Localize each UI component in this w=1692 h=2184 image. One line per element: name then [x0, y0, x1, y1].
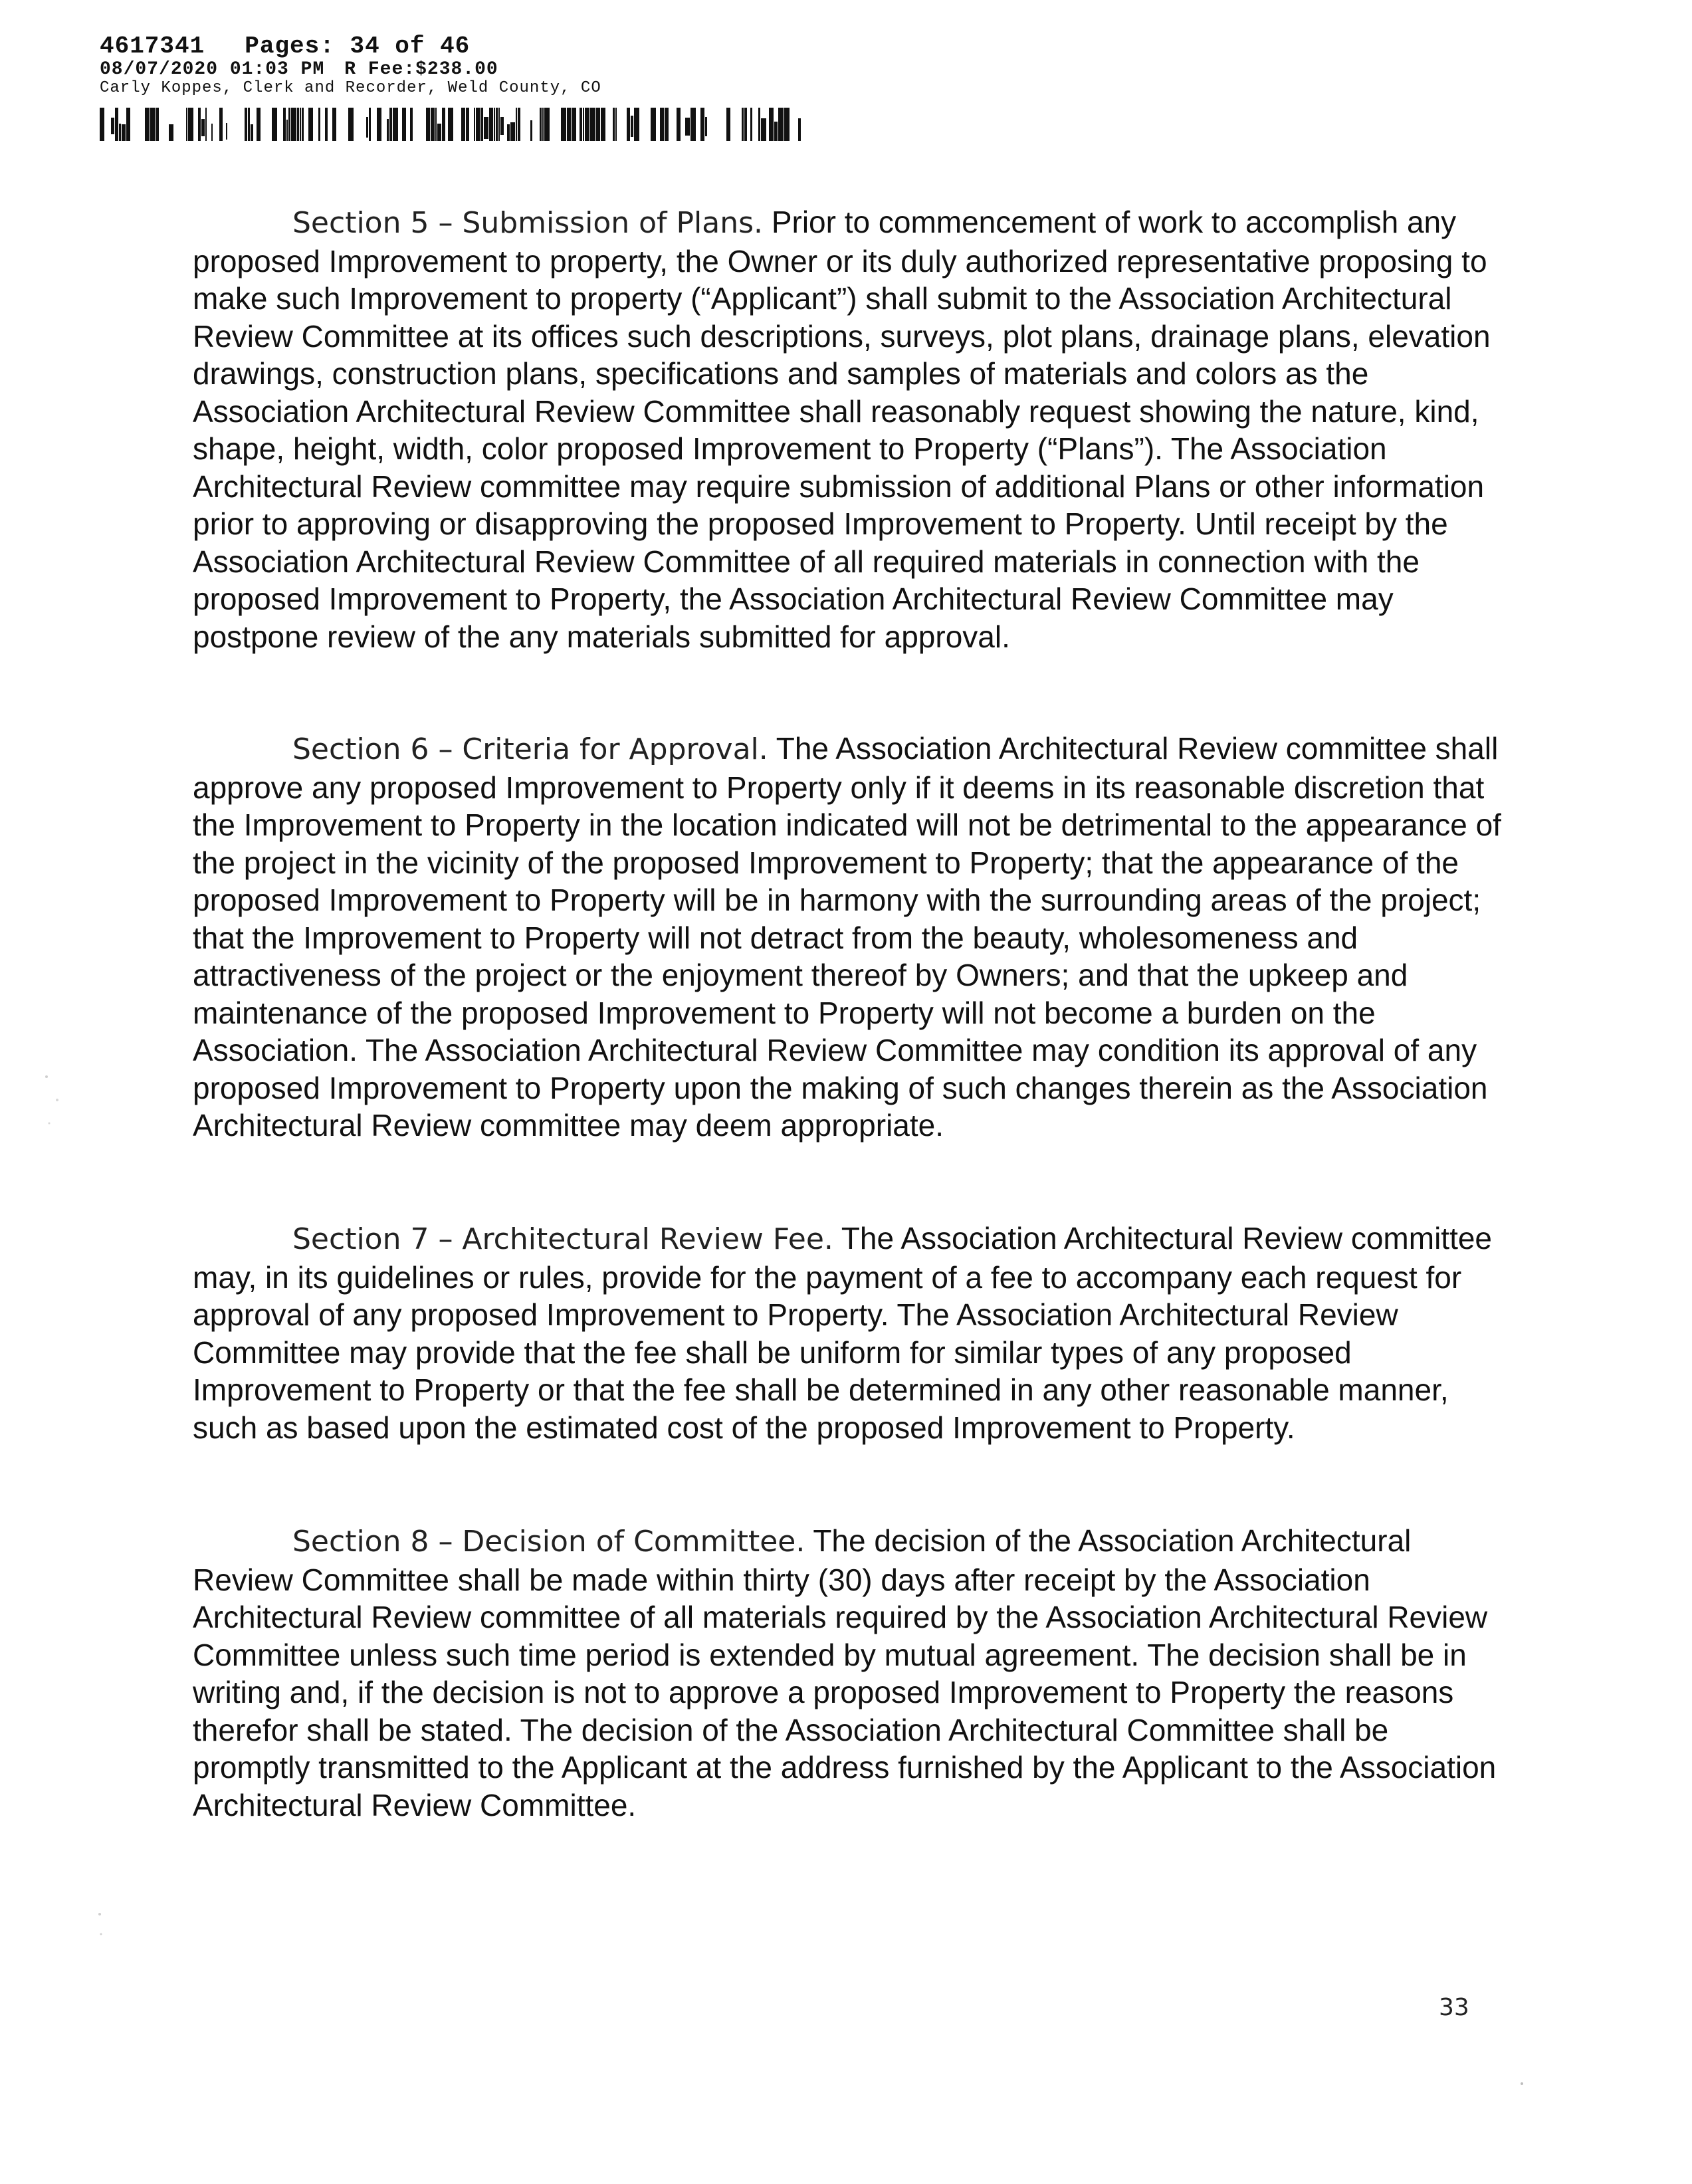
barcode-bar: [744, 108, 747, 141]
barcode-bar: [431, 108, 435, 141]
barcode-bar: [583, 108, 584, 141]
barcode-bar: [257, 108, 261, 141]
barcode-bar: [325, 108, 328, 141]
barcode-bar: [540, 108, 542, 141]
page-number: 33: [1439, 1994, 1469, 2021]
barcode-bar: [634, 108, 639, 141]
barcode-bar: [567, 108, 571, 141]
barcode-bar: [542, 108, 544, 141]
barcode-bar: [426, 108, 430, 141]
section-8-paragraph: [193, 1522, 1509, 1824]
section-6-heading: Section 6 – Criteria for Approval.: [292, 732, 768, 766]
section-5-body: Prior to commencement of work to accomplish any proposed Improvement to property, the Owner or its duly authorized representative proposing to make such Improvement to property (“Applicant”) shall submit to the Association Architectural Review Committee at its offices such descriptions, surveys, plot plans, drainage plans, elevation drawings, construction plans, specifications and samples of materials and colors as the Association Architectural Review Committee shall reasonably request showing the nature, kind, shape, height, width, color proposed Improvement to Property (“Plans”). The Association Architectural Review committee may require submission of additional Plans or other information prior to approving or disapproving the proposed Improvement to Property. Until receipt by the Association Architectural Review Committee of all required materials in connection with the proposed Improvement to Property, the Association Architectural Review Committee may postpone review of the any materials submitted for approval.: [193, 205, 1491, 654]
barcode-bar: [115, 108, 118, 141]
barcode-bar: [561, 108, 566, 141]
barcode-bar: [145, 108, 150, 141]
barcode-bar: [448, 108, 453, 141]
section-7: [193, 1220, 1509, 1446]
barcode-bar: [393, 108, 398, 141]
barcode-bar: [627, 108, 630, 141]
barcode-bar: [507, 124, 510, 141]
barcode-bar: [500, 117, 504, 135]
barcode-bar: [332, 108, 336, 141]
barcode-bar: [677, 108, 681, 141]
barcode-bar: [442, 108, 445, 141]
barcode-bar: [198, 108, 201, 141]
barcode-bar: [119, 124, 121, 141]
barcode-bar: [660, 108, 664, 141]
barcode-bar: [318, 108, 320, 141]
barcode-bar: [300, 108, 301, 141]
barcode-bar: [516, 108, 517, 141]
barcode-bar: [348, 108, 354, 141]
barcode-bar: [798, 118, 801, 141]
barcode-bar: [601, 108, 605, 141]
recording-datetime: 08/07/2020 01:03 PM: [100, 59, 325, 80]
barcode-bar: [726, 108, 730, 141]
barcode-bar: [245, 108, 247, 141]
barcode-bar: [201, 119, 205, 136]
barcode-bar: [705, 117, 707, 136]
barcode-bar: [248, 108, 250, 141]
stamp-line-2: [100, 60, 601, 80]
barcode-bar: [496, 108, 498, 141]
recording-fee: R Fee:$238.00: [344, 59, 498, 80]
barcode-bar: [685, 118, 690, 136]
barcode-bar: [219, 108, 223, 141]
barcode-bar: [784, 108, 790, 141]
barcode-bar: [769, 108, 774, 141]
barcode-bar: [156, 108, 159, 141]
barcode-bar: [700, 108, 704, 141]
barcode-bar: [613, 108, 615, 141]
barcode-bar: [518, 108, 520, 141]
barcode-bar: [758, 108, 760, 141]
barcode-bar: [169, 124, 173, 141]
document-number: 4617341: [100, 33, 205, 60]
barcode-bar: [377, 108, 381, 141]
barcode-bar: [150, 108, 156, 141]
barcode-bar: [484, 117, 488, 139]
barcode-bar: [286, 120, 288, 141]
barcode-bar: [590, 108, 595, 141]
recording-stamp: [100, 33, 601, 97]
section-7-body: The Association Architectural Review committee may, in its guidelines or rules, provide for the payment of a fee to accompany each request for approval of any proposed Improvement to Property. The Association Architectural Review Committee may provide that the fee shall be uniform for similar types of any proposed Improvement to Property or that the fee shall be determined in any other reasonable manner, such as based upon the estimated cost of the proposed Improvement to Property.: [193, 1221, 1493, 1445]
barcode: [100, 108, 801, 141]
barcode-bar: [461, 108, 465, 141]
barcode-bar: [494, 108, 495, 141]
barcode-bar: [302, 108, 304, 141]
barcode-bar: [402, 108, 406, 141]
barcode-bar: [580, 108, 582, 141]
barcode-bar: [369, 108, 371, 141]
barcode-bar: [510, 122, 515, 141]
section-7-paragraph: [193, 1220, 1509, 1446]
barcode-bar: [530, 120, 532, 141]
page-count: Pages: 34 of 46: [245, 33, 471, 60]
barcode-bar: [122, 124, 126, 141]
stamp-line-1: [100, 33, 601, 60]
barcode-bar: [283, 108, 286, 141]
barcode-bar: [596, 108, 600, 141]
section-6-paragraph: [193, 730, 1509, 1145]
barcode-bar: [665, 108, 669, 141]
barcode-bar: [474, 108, 475, 141]
barcode-bar: [188, 108, 193, 141]
barcode-bar: [774, 122, 778, 141]
section-8-body: The decision of the Association Architectural Review Committee shall be made within thirty (30) days after receipt by the Association Architectural Review committee of all materials required by the Association Architectural Review Committee unless such time period is extended by mutual agreement. The decision shall be in writing and, if the decision is not to approve a proposed Improvement to Property the reasons therefor shall be stated. The decision of the Association Architectural Committee shall be promptly transmitted to the Applicant at the address furnished by the Applicant to the Association Architectural Review Committee.: [193, 1523, 1497, 1822]
barcode-bar: [742, 108, 744, 141]
section-8: [193, 1522, 1509, 1824]
barcode-bar: [435, 108, 437, 141]
barcode-bar: [291, 108, 296, 141]
barcode-bar: [111, 118, 114, 134]
section-6: [193, 730, 1509, 1145]
barcode-bar: [211, 124, 213, 141]
section-5-heading: Section 5 – Submission of Plans.: [292, 206, 764, 240]
barcode-bar: [251, 124, 253, 141]
barcode-bar: [437, 124, 441, 141]
barcode-bar: [476, 108, 480, 141]
barcode-bar: [288, 108, 290, 141]
barcode-bar: [480, 108, 483, 141]
barcode-bar: [585, 108, 589, 141]
recorder-name: Carly Koppes, Clerk and Recorder, Weld County, CO: [100, 79, 601, 97]
barcode-bar: [366, 117, 368, 138]
barcode-bar: [631, 116, 633, 137]
barcode-bar: [750, 108, 752, 141]
barcode-bar: [410, 108, 413, 141]
barcode-bar: [651, 108, 656, 141]
barcode-bar: [572, 108, 576, 141]
barcode-bar: [389, 108, 392, 141]
barcode-bar: [272, 108, 277, 141]
section-7-heading: Section 7 – Architectural Review Fee.: [292, 1222, 833, 1256]
barcode-bar: [100, 108, 104, 141]
barcode-bar: [387, 119, 389, 141]
barcode-bar: [126, 108, 130, 141]
section-5-paragraph: [193, 203, 1509, 655]
barcode-bar: [466, 108, 469, 141]
barcode-bar: [297, 108, 299, 141]
barcode-bar: [498, 108, 500, 141]
section-6-body: The Association Architectural Review committee shall approve any proposed Improvement to Property only if it deems in its reasonable discretion that the Improvement to Property in the location indicated will not be detrimental to the appearance of the project in the vicinity of the proposed Improvement to Property; that the appearance of the proposed Improvement to Property will be in harmony with the surrounding areas of the project; that the Improvement to Property will not detract from the beauty, wholesomeness and attractiveness of the project or the enjoyment thereof by Owners; and that the upkeep and maintenance of the proposed Improvement to Property will not become a burden on the Association. The Association Architectural Review Committee may condition its approval of any proposed Improvement to Property upon the making of such changes therein as the Association Architectural Review committee may deem appropriate.: [193, 731, 1501, 1143]
barcode-bar: [690, 108, 696, 141]
barcode-bar: [205, 108, 207, 141]
barcode-bar: [308, 108, 313, 141]
section-5: [193, 203, 1509, 655]
barcode-bar: [761, 118, 766, 141]
section-8-heading: Section 8 – Decision of Committee.: [292, 1525, 805, 1559]
barcode-bar: [778, 108, 784, 141]
barcode-bar: [544, 108, 550, 141]
barcode-bar: [489, 108, 493, 141]
barcode-bar: [615, 108, 617, 141]
barcode-bar: [186, 108, 187, 141]
barcode-bar: [226, 123, 227, 140]
